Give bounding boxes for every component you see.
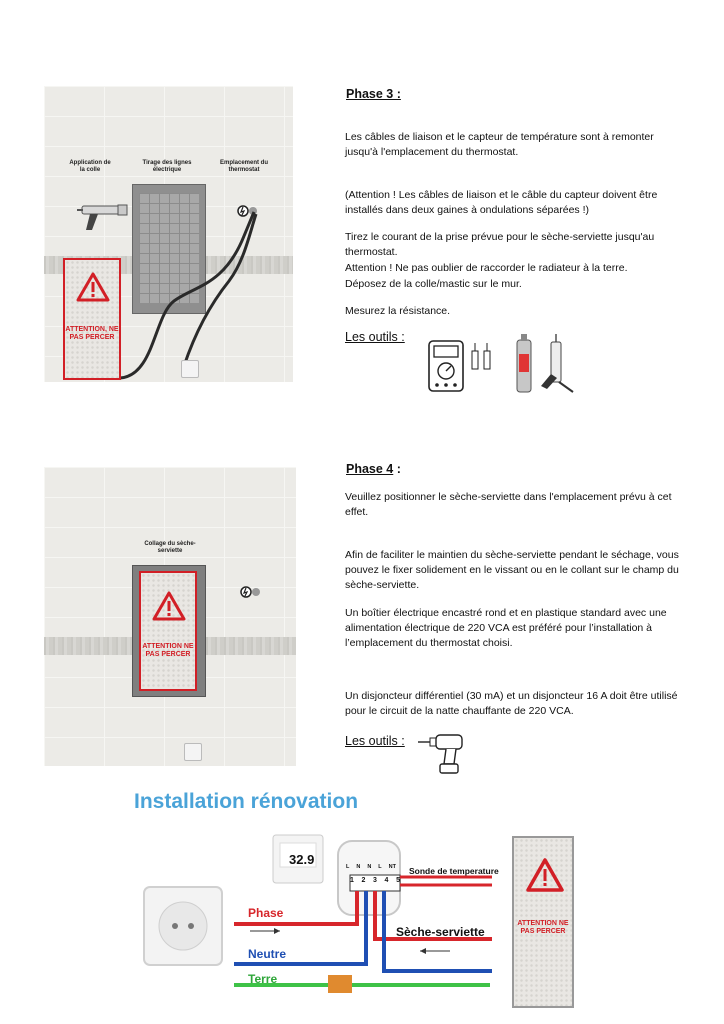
mastic-gun-icon xyxy=(513,334,585,396)
diagram-title: Installation rénovation xyxy=(134,790,359,813)
phase3-paragraph-5: Déposez de la colle/mastic sur le mur. xyxy=(345,278,522,290)
warning-text: ATTENTION, NE PAS PERCER xyxy=(65,326,119,341)
towel-label: Sèche-serviette xyxy=(396,925,485,939)
phase4-paragraph-2: Afin de faciliter le maintien du sèche-serviette pendant le séchage, vous pouvez le fixer solidement en le vissant ou en le collant sur le champ du sèche-serviette. xyxy=(345,549,679,591)
phase3-tools-label: Les outils : xyxy=(345,330,405,344)
drill-icon xyxy=(418,732,476,776)
phase4-title: Phase 4 : xyxy=(346,462,401,476)
phase-label: Phase xyxy=(248,906,284,920)
outlet xyxy=(184,743,202,761)
phase3-paragraph-1: Les câbles de liaison et le capteur de température sont à remonter jusqu'à l'emplacement du thermostat. xyxy=(345,131,654,158)
warning-panel xyxy=(139,571,197,691)
phase3-paragraph-6: Mesurez la résistance. xyxy=(345,305,451,317)
phase3-paragraph-2: (Attention ! Les câbles de liaison et le câble du capteur doivent être installés dans deux gaines à ondulations séparées !) xyxy=(345,189,658,216)
phase3-paragraph-4: Attention ! Ne pas oublier de raccorder le radiateur à la terre. xyxy=(345,262,628,274)
warning-triangle-icon xyxy=(76,272,110,302)
warning-text: ATTENTION NE PAS PERCER xyxy=(517,920,569,935)
neutral-label: Neutre xyxy=(248,947,287,961)
thermostat-display: 32.9 xyxy=(289,852,315,867)
label-lines: Tirage des lignes électrique xyxy=(142,160,192,173)
label-thermostat: Emplacement du thermostat xyxy=(219,160,268,173)
multimeter-icon xyxy=(427,337,499,395)
diagram-warning-panel xyxy=(512,836,574,1008)
label-towel: Collage du sèche-serviette xyxy=(144,541,196,554)
terminal-labels: L N N L NT xyxy=(346,864,396,870)
warning-triangle-icon xyxy=(526,858,564,892)
thermostat-location-icon xyxy=(240,585,262,599)
warning-text: ATTENTION NE PAS PERCER xyxy=(142,643,194,658)
terminal-numbers: 1 2 3 4 5 xyxy=(350,877,400,884)
warning-panel xyxy=(63,258,121,380)
sensor-label: Sonde de temperature xyxy=(409,866,499,876)
phase4-paragraph-1: Veuillez positionner le sèche-serviette dans l'emplacement prévu à cet effet. xyxy=(345,491,672,518)
outlet xyxy=(181,360,199,378)
earth-label: Terre xyxy=(248,972,278,986)
phase3-title: Phase 3 : xyxy=(346,87,401,101)
phase3-illustration xyxy=(44,86,293,382)
phase4-paragraph-3: Un boîtier électrique encastré rond et en plastique standard avec une alimentation électrique de 220 VCA est préféré pour l’installation à l’emplacement du thermostat choisi. xyxy=(345,607,667,649)
warning-triangle-icon xyxy=(152,591,186,621)
label-glue: Application de la colle xyxy=(69,160,111,173)
phase3-paragraph-3: Tirez le courant de la prise prévue pour le sèche-serviette jusqu'au thermostat. xyxy=(345,231,655,258)
phase4-tools-label: Les outils : xyxy=(345,734,405,748)
phase4-illustration xyxy=(44,467,296,766)
phase4-paragraph-4: Un disjoncteur différentiel (30 mA) et un disjoncteur 16 A doit être utilisé pour le circuit de la natte chauffante de 220 VCA. xyxy=(345,690,678,717)
